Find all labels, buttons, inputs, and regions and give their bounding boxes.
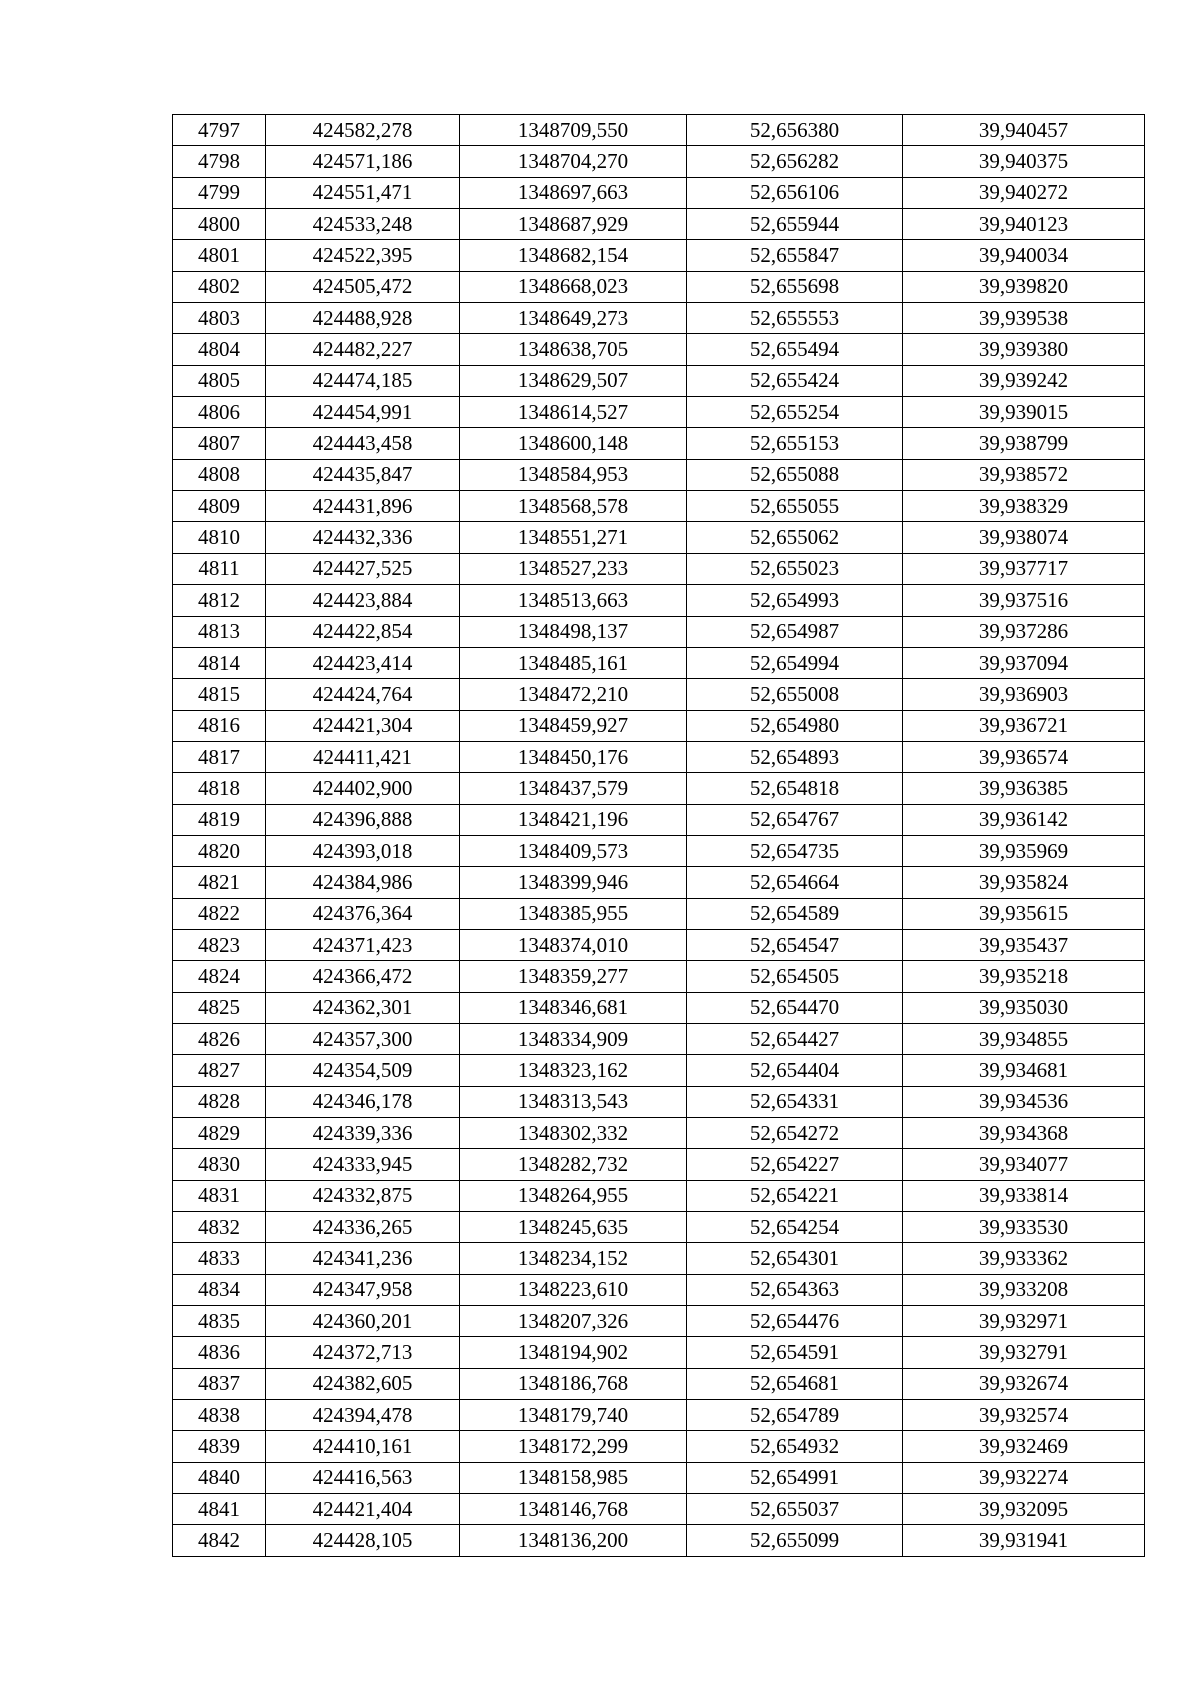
x-coordinate-cell: 424336,265 [266, 1212, 460, 1243]
x-coordinate-cell: 424443,458 [266, 428, 460, 459]
table-row [173, 804, 1145, 835]
x-coordinate-cell: 424428,105 [266, 1525, 460, 1556]
point-number-cell: 4809 [173, 491, 266, 522]
longitude-cell: 39,938572 [903, 459, 1145, 490]
x-coordinate-cell: 424551,471 [266, 177, 460, 208]
point-number-cell: 4834 [173, 1274, 266, 1305]
y-coordinate-cell: 1348687,929 [460, 209, 687, 240]
point-number-cell: 4803 [173, 303, 266, 334]
point-number-cell: 4808 [173, 459, 266, 490]
latitude-cell: 52,654505 [687, 961, 903, 992]
x-coordinate-cell: 424347,958 [266, 1274, 460, 1305]
table-row [173, 1368, 1145, 1399]
coordinates-table [172, 114, 1145, 1557]
latitude-cell: 52,654991 [687, 1462, 903, 1493]
point-number-cell: 4813 [173, 616, 266, 647]
point-number-cell: 4830 [173, 1149, 266, 1180]
table-row [173, 1055, 1145, 1086]
y-coordinate-cell: 1348513,663 [460, 585, 687, 616]
longitude-cell: 39,938329 [903, 491, 1145, 522]
point-number-cell: 4841 [173, 1494, 266, 1525]
y-coordinate-cell: 1348668,023 [460, 271, 687, 302]
x-coordinate-cell: 424522,395 [266, 240, 460, 271]
point-number-cell: 4837 [173, 1368, 266, 1399]
point-number-cell: 4820 [173, 835, 266, 866]
longitude-cell: 39,936721 [903, 710, 1145, 741]
table-row [173, 522, 1145, 553]
table-row [173, 146, 1145, 177]
y-coordinate-cell: 1348551,271 [460, 522, 687, 553]
point-number-cell: 4826 [173, 1023, 266, 1054]
coordinates-table-body [173, 115, 1145, 1557]
table-row [173, 303, 1145, 334]
point-number-cell: 4828 [173, 1086, 266, 1117]
latitude-cell: 52,654301 [687, 1243, 903, 1274]
point-number-cell: 4798 [173, 146, 266, 177]
longitude-cell: 39,940375 [903, 146, 1145, 177]
point-number-cell: 4810 [173, 522, 266, 553]
y-coordinate-cell: 1348194,902 [460, 1337, 687, 1368]
table-row [173, 616, 1145, 647]
y-coordinate-cell: 1348313,543 [460, 1086, 687, 1117]
table-row [173, 1118, 1145, 1149]
y-coordinate-cell: 1348459,927 [460, 710, 687, 741]
y-coordinate-cell: 1348399,946 [460, 867, 687, 898]
longitude-cell: 39,936903 [903, 679, 1145, 710]
table-row [173, 679, 1145, 710]
longitude-cell: 39,940123 [903, 209, 1145, 240]
x-coordinate-cell: 424482,227 [266, 334, 460, 365]
x-coordinate-cell: 424432,336 [266, 522, 460, 553]
y-coordinate-cell: 1348421,196 [460, 804, 687, 835]
latitude-cell: 52,655847 [687, 240, 903, 271]
longitude-cell: 39,938799 [903, 428, 1145, 459]
table-row [173, 397, 1145, 428]
table-row [173, 1462, 1145, 1493]
point-number-cell: 4799 [173, 177, 266, 208]
point-number-cell: 4831 [173, 1180, 266, 1211]
longitude-cell: 39,936142 [903, 804, 1145, 835]
longitude-cell: 39,932971 [903, 1306, 1145, 1337]
x-coordinate-cell: 424396,888 [266, 804, 460, 835]
longitude-cell: 39,933362 [903, 1243, 1145, 1274]
table-row [173, 209, 1145, 240]
latitude-cell: 52,654254 [687, 1212, 903, 1243]
point-number-cell: 4802 [173, 271, 266, 302]
latitude-cell: 52,654681 [687, 1368, 903, 1399]
point-number-cell: 4840 [173, 1462, 266, 1493]
latitude-cell: 52,655424 [687, 365, 903, 396]
table-row [173, 647, 1145, 678]
y-coordinate-cell: 1348527,233 [460, 553, 687, 584]
point-number-cell: 4823 [173, 929, 266, 960]
y-coordinate-cell: 1348600,148 [460, 428, 687, 459]
table-row [173, 1306, 1145, 1337]
latitude-cell: 52,654470 [687, 992, 903, 1023]
y-coordinate-cell: 1348629,507 [460, 365, 687, 396]
x-coordinate-cell: 424402,900 [266, 773, 460, 804]
longitude-cell: 39,933814 [903, 1180, 1145, 1211]
table-row [173, 1431, 1145, 1462]
latitude-cell: 52,654987 [687, 616, 903, 647]
y-coordinate-cell: 1348709,550 [460, 115, 687, 146]
longitude-cell: 39,936385 [903, 773, 1145, 804]
longitude-cell: 39,939820 [903, 271, 1145, 302]
latitude-cell: 52,654272 [687, 1118, 903, 1149]
latitude-cell: 52,654932 [687, 1431, 903, 1462]
latitude-cell: 52,655008 [687, 679, 903, 710]
latitude-cell: 52,655099 [687, 1525, 903, 1556]
y-coordinate-cell: 1348146,768 [460, 1494, 687, 1525]
y-coordinate-cell: 1348498,137 [460, 616, 687, 647]
point-number-cell: 4829 [173, 1118, 266, 1149]
latitude-cell: 52,655023 [687, 553, 903, 584]
longitude-cell: 39,937094 [903, 647, 1145, 678]
latitude-cell: 52,655037 [687, 1494, 903, 1525]
latitude-cell: 52,656282 [687, 146, 903, 177]
x-coordinate-cell: 424341,236 [266, 1243, 460, 1274]
latitude-cell: 52,654476 [687, 1306, 903, 1337]
longitude-cell: 39,932469 [903, 1431, 1145, 1462]
table-row [173, 365, 1145, 396]
y-coordinate-cell: 1348158,985 [460, 1462, 687, 1493]
longitude-cell: 39,932791 [903, 1337, 1145, 1368]
longitude-cell: 39,935437 [903, 929, 1145, 960]
latitude-cell: 52,654994 [687, 647, 903, 678]
table-row [173, 961, 1145, 992]
latitude-cell: 52,655062 [687, 522, 903, 553]
x-coordinate-cell: 424422,854 [266, 616, 460, 647]
point-number-cell: 4832 [173, 1212, 266, 1243]
y-coordinate-cell: 1348234,152 [460, 1243, 687, 1274]
latitude-cell: 52,654427 [687, 1023, 903, 1054]
longitude-cell: 39,931941 [903, 1525, 1145, 1556]
longitude-cell: 39,940272 [903, 177, 1145, 208]
x-coordinate-cell: 424346,178 [266, 1086, 460, 1117]
table-row [173, 1400, 1145, 1431]
x-coordinate-cell: 424360,201 [266, 1306, 460, 1337]
table-row [173, 553, 1145, 584]
y-coordinate-cell: 1348245,635 [460, 1212, 687, 1243]
point-number-cell: 4805 [173, 365, 266, 396]
point-number-cell: 4811 [173, 553, 266, 584]
x-coordinate-cell: 424431,896 [266, 491, 460, 522]
longitude-cell: 39,934536 [903, 1086, 1145, 1117]
x-coordinate-cell: 424505,472 [266, 271, 460, 302]
y-coordinate-cell: 1348346,681 [460, 992, 687, 1023]
longitude-cell: 39,932274 [903, 1462, 1145, 1493]
latitude-cell: 52,654589 [687, 898, 903, 929]
x-coordinate-cell: 424357,300 [266, 1023, 460, 1054]
latitude-cell: 52,655055 [687, 491, 903, 522]
latitude-cell: 52,654591 [687, 1337, 903, 1368]
latitude-cell: 52,654767 [687, 804, 903, 835]
y-coordinate-cell: 1348334,909 [460, 1023, 687, 1054]
y-coordinate-cell: 1348172,299 [460, 1431, 687, 1462]
y-coordinate-cell: 1348437,579 [460, 773, 687, 804]
table-row [173, 773, 1145, 804]
y-coordinate-cell: 1348385,955 [460, 898, 687, 929]
y-coordinate-cell: 1348264,955 [460, 1180, 687, 1211]
table-row [173, 1494, 1145, 1525]
latitude-cell: 52,655088 [687, 459, 903, 490]
table-row [173, 1149, 1145, 1180]
latitude-cell: 52,654818 [687, 773, 903, 804]
latitude-cell: 52,654664 [687, 867, 903, 898]
x-coordinate-cell: 424411,421 [266, 741, 460, 772]
table-row [173, 1274, 1145, 1305]
x-coordinate-cell: 424571,186 [266, 146, 460, 177]
latitude-cell: 52,656106 [687, 177, 903, 208]
longitude-cell: 39,939380 [903, 334, 1145, 365]
longitude-cell: 39,938074 [903, 522, 1145, 553]
table-row [173, 835, 1145, 866]
y-coordinate-cell: 1348179,740 [460, 1400, 687, 1431]
table-row [173, 1086, 1145, 1117]
x-coordinate-cell: 424427,525 [266, 553, 460, 584]
y-coordinate-cell: 1348359,277 [460, 961, 687, 992]
latitude-cell: 52,654227 [687, 1149, 903, 1180]
table-row [173, 240, 1145, 271]
longitude-cell: 39,935615 [903, 898, 1145, 929]
latitude-cell: 52,654980 [687, 710, 903, 741]
table-row [173, 1212, 1145, 1243]
point-number-cell: 4838 [173, 1400, 266, 1431]
longitude-cell: 39,934855 [903, 1023, 1145, 1054]
point-number-cell: 4836 [173, 1337, 266, 1368]
x-coordinate-cell: 424332,875 [266, 1180, 460, 1211]
longitude-cell: 39,935824 [903, 867, 1145, 898]
x-coordinate-cell: 424423,884 [266, 585, 460, 616]
x-coordinate-cell: 424474,185 [266, 365, 460, 396]
table-row [173, 1023, 1145, 1054]
x-coordinate-cell: 424382,605 [266, 1368, 460, 1399]
point-number-cell: 4800 [173, 209, 266, 240]
point-number-cell: 4816 [173, 710, 266, 741]
point-number-cell: 4804 [173, 334, 266, 365]
longitude-cell: 39,934681 [903, 1055, 1145, 1086]
longitude-cell: 39,934368 [903, 1118, 1145, 1149]
table-row [173, 710, 1145, 741]
x-coordinate-cell: 424423,414 [266, 647, 460, 678]
point-number-cell: 4825 [173, 992, 266, 1023]
table-row [173, 334, 1145, 365]
longitude-cell: 39,939015 [903, 397, 1145, 428]
point-number-cell: 4824 [173, 961, 266, 992]
point-number-cell: 4807 [173, 428, 266, 459]
y-coordinate-cell: 1348186,768 [460, 1368, 687, 1399]
latitude-cell: 52,655698 [687, 271, 903, 302]
latitude-cell: 52,655944 [687, 209, 903, 240]
y-coordinate-cell: 1348136,200 [460, 1525, 687, 1556]
table-row [173, 428, 1145, 459]
table-row [173, 271, 1145, 302]
point-number-cell: 4835 [173, 1306, 266, 1337]
y-coordinate-cell: 1348649,273 [460, 303, 687, 334]
point-number-cell: 4818 [173, 773, 266, 804]
y-coordinate-cell: 1348682,154 [460, 240, 687, 271]
x-coordinate-cell: 424424,764 [266, 679, 460, 710]
latitude-cell: 52,655254 [687, 397, 903, 428]
table-row [173, 1337, 1145, 1368]
longitude-cell: 39,934077 [903, 1149, 1145, 1180]
x-coordinate-cell: 424533,248 [266, 209, 460, 240]
latitude-cell: 52,654735 [687, 835, 903, 866]
point-number-cell: 4817 [173, 741, 266, 772]
longitude-cell: 39,933530 [903, 1212, 1145, 1243]
point-number-cell: 4839 [173, 1431, 266, 1462]
y-coordinate-cell: 1348584,953 [460, 459, 687, 490]
longitude-cell: 39,937286 [903, 616, 1145, 647]
x-coordinate-cell: 424366,472 [266, 961, 460, 992]
y-coordinate-cell: 1348450,176 [460, 741, 687, 772]
latitude-cell: 52,654363 [687, 1274, 903, 1305]
latitude-cell: 52,654993 [687, 585, 903, 616]
y-coordinate-cell: 1348302,332 [460, 1118, 687, 1149]
x-coordinate-cell: 424339,336 [266, 1118, 460, 1149]
latitude-cell: 52,654221 [687, 1180, 903, 1211]
table-row [173, 585, 1145, 616]
x-coordinate-cell: 424421,404 [266, 1494, 460, 1525]
point-number-cell: 4827 [173, 1055, 266, 1086]
point-number-cell: 4812 [173, 585, 266, 616]
table-row [173, 992, 1145, 1023]
longitude-cell: 39,937717 [903, 553, 1145, 584]
longitude-cell: 39,937516 [903, 585, 1145, 616]
longitude-cell: 39,932574 [903, 1400, 1145, 1431]
table-row [173, 1525, 1145, 1556]
latitude-cell: 52,654547 [687, 929, 903, 960]
x-coordinate-cell: 424410,161 [266, 1431, 460, 1462]
table-row [173, 1243, 1145, 1274]
y-coordinate-cell: 1348409,573 [460, 835, 687, 866]
point-number-cell: 4806 [173, 397, 266, 428]
longitude-cell: 39,933208 [903, 1274, 1145, 1305]
table-row [173, 867, 1145, 898]
table-row [173, 491, 1145, 522]
longitude-cell: 39,936574 [903, 741, 1145, 772]
y-coordinate-cell: 1348472,210 [460, 679, 687, 710]
point-number-cell: 4819 [173, 804, 266, 835]
y-coordinate-cell: 1348223,610 [460, 1274, 687, 1305]
table-row [173, 929, 1145, 960]
x-coordinate-cell: 424416,563 [266, 1462, 460, 1493]
longitude-cell: 39,935030 [903, 992, 1145, 1023]
x-coordinate-cell: 424362,301 [266, 992, 460, 1023]
x-coordinate-cell: 424488,928 [266, 303, 460, 334]
table-row [173, 741, 1145, 772]
x-coordinate-cell: 424582,278 [266, 115, 460, 146]
longitude-cell: 39,932674 [903, 1368, 1145, 1399]
x-coordinate-cell: 424376,364 [266, 898, 460, 929]
latitude-cell: 52,655494 [687, 334, 903, 365]
y-coordinate-cell: 1348568,578 [460, 491, 687, 522]
y-coordinate-cell: 1348323,162 [460, 1055, 687, 1086]
point-number-cell: 4797 [173, 115, 266, 146]
x-coordinate-cell: 424394,478 [266, 1400, 460, 1431]
x-coordinate-cell: 424333,945 [266, 1149, 460, 1180]
latitude-cell: 52,655553 [687, 303, 903, 334]
y-coordinate-cell: 1348485,161 [460, 647, 687, 678]
x-coordinate-cell: 424354,509 [266, 1055, 460, 1086]
longitude-cell: 39,932095 [903, 1494, 1145, 1525]
x-coordinate-cell: 424384,986 [266, 867, 460, 898]
latitude-cell: 52,654893 [687, 741, 903, 772]
point-number-cell: 4814 [173, 647, 266, 678]
latitude-cell: 52,654789 [687, 1400, 903, 1431]
point-number-cell: 4833 [173, 1243, 266, 1274]
longitude-cell: 39,940034 [903, 240, 1145, 271]
x-coordinate-cell: 424371,423 [266, 929, 460, 960]
longitude-cell: 39,940457 [903, 115, 1145, 146]
point-number-cell: 4821 [173, 867, 266, 898]
table-row [173, 115, 1145, 146]
x-coordinate-cell: 424372,713 [266, 1337, 460, 1368]
point-number-cell: 4822 [173, 898, 266, 929]
y-coordinate-cell: 1348704,270 [460, 146, 687, 177]
x-coordinate-cell: 424454,991 [266, 397, 460, 428]
point-number-cell: 4842 [173, 1525, 266, 1556]
longitude-cell: 39,939242 [903, 365, 1145, 396]
y-coordinate-cell: 1348697,663 [460, 177, 687, 208]
y-coordinate-cell: 1348638,705 [460, 334, 687, 365]
table-row [173, 898, 1145, 929]
y-coordinate-cell: 1348614,527 [460, 397, 687, 428]
latitude-cell: 52,654331 [687, 1086, 903, 1117]
longitude-cell: 39,939538 [903, 303, 1145, 334]
latitude-cell: 52,654404 [687, 1055, 903, 1086]
longitude-cell: 39,935969 [903, 835, 1145, 866]
y-coordinate-cell: 1348374,010 [460, 929, 687, 960]
longitude-cell: 39,935218 [903, 961, 1145, 992]
y-coordinate-cell: 1348282,732 [460, 1149, 687, 1180]
x-coordinate-cell: 424435,847 [266, 459, 460, 490]
y-coordinate-cell: 1348207,326 [460, 1306, 687, 1337]
table-row [173, 459, 1145, 490]
latitude-cell: 52,656380 [687, 115, 903, 146]
table-row [173, 1180, 1145, 1211]
x-coordinate-cell: 424393,018 [266, 835, 460, 866]
latitude-cell: 52,655153 [687, 428, 903, 459]
point-number-cell: 4801 [173, 240, 266, 271]
table-row [173, 177, 1145, 208]
point-number-cell: 4815 [173, 679, 266, 710]
x-coordinate-cell: 424421,304 [266, 710, 460, 741]
